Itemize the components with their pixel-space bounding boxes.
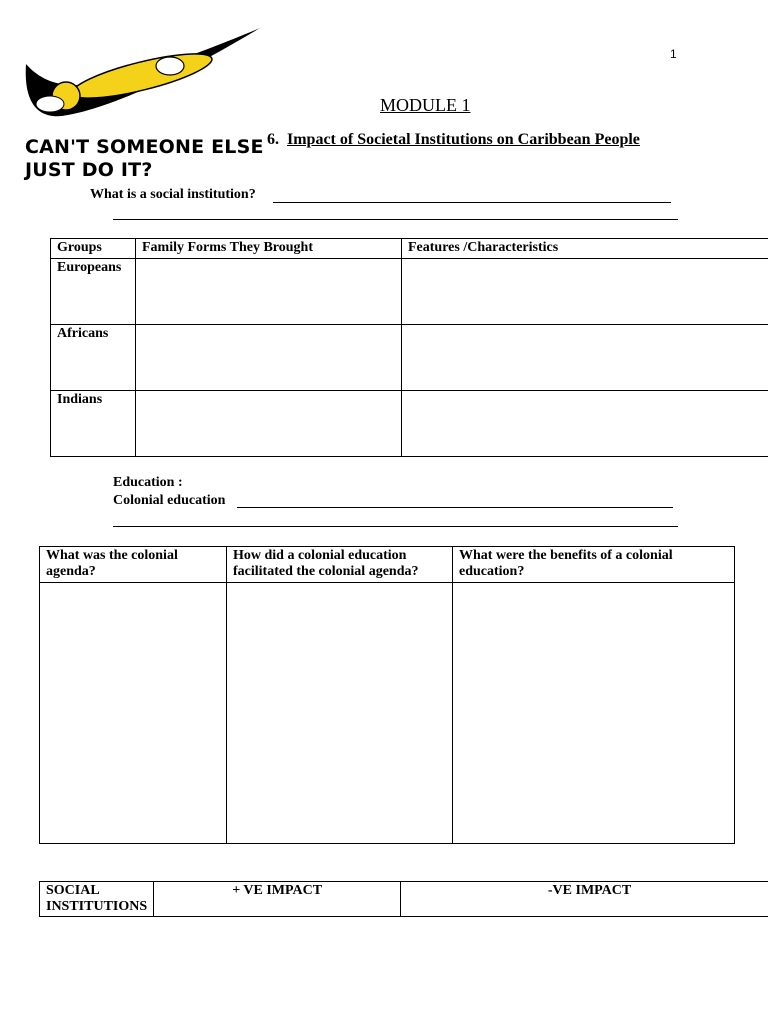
colonial-agenda-cell[interactable] [40, 583, 227, 844]
topic-number: 6. [267, 131, 279, 148]
group-label: Africans [51, 325, 136, 391]
family-forms-table [50, 238, 768, 457]
pillow [36, 96, 64, 112]
features-cell[interactable] [402, 325, 768, 391]
header-colonial-agenda: What was the colonial agenda? [40, 547, 227, 583]
module-title: MODULE 1 [380, 95, 471, 115]
features-cell[interactable] [402, 259, 768, 325]
header-social-institutions: SOCIAL INSTITUTIONS [40, 882, 154, 917]
header-features: Features /Characteristics [402, 239, 768, 259]
facilitation-cell[interactable] [227, 583, 453, 844]
impact-table [39, 881, 768, 917]
character-body [69, 45, 215, 107]
slogan-line-1: CAN'T SOMEONE ELSE [25, 136, 264, 158]
features-cell[interactable] [402, 391, 768, 457]
education-heading: Education : [113, 475, 183, 490]
header-facilitation: How did a colonial education facilitated the colonial agenda? [227, 547, 453, 583]
answer-line [113, 219, 678, 220]
character-diaper [156, 57, 184, 75]
group-label: Europeans [51, 259, 136, 325]
table-header-row [40, 547, 735, 583]
family-forms-cell[interactable] [136, 259, 402, 325]
family-forms-cell[interactable] [136, 325, 402, 391]
group-label: Indians [51, 391, 136, 457]
table-header-row [51, 239, 768, 259]
colonial-education-table [39, 546, 735, 844]
colonial-education-label: Colonial education [113, 493, 226, 508]
header-groups: Groups [51, 239, 136, 259]
answer-line [113, 526, 678, 527]
family-forms-cell[interactable] [136, 391, 402, 457]
header-family-forms: Family Forms They Brought [136, 239, 402, 259]
table-row [40, 583, 735, 844]
page-number: 1 [670, 47, 677, 61]
social-institution-question: What is a social institution? [90, 187, 256, 202]
table-row [51, 259, 768, 325]
header-benefits: What were the benefits of a colonial education? [453, 547, 735, 583]
answer-line [273, 202, 671, 203]
header-positive-impact: + VE IMPACT [154, 882, 401, 917]
table-row [51, 391, 768, 457]
slogan-line-2: JUST DO IT? [25, 159, 153, 181]
benefits-cell[interactable] [453, 583, 735, 844]
header-negative-impact: -VE IMPACT [401, 882, 768, 917]
table-header-row [40, 882, 768, 917]
logo-slogan [25, 136, 264, 182]
topic-title: Impact of Societal Institutions on Caribbean People [287, 131, 640, 148]
answer-line [237, 507, 673, 508]
table-row [51, 325, 768, 391]
topic-heading [267, 131, 640, 149]
